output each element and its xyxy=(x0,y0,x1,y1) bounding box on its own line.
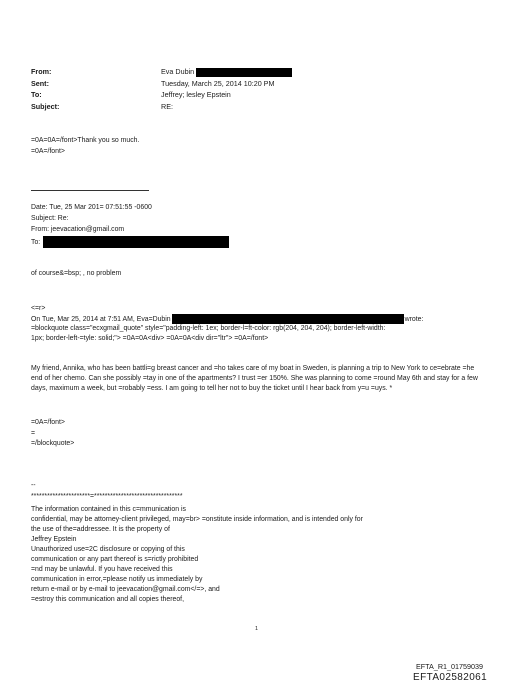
quote-html-line-2: 1px; border-left-=tyle: solid;"> =0A=0A<div> =0A=0A<div dir="ltr"> =0A=/font> xyxy=(31,335,269,342)
document-id-primary: EFTA_R1_01759039 xyxy=(416,662,483,671)
disclaimer-line: communication in error,=please notify us immediately by xyxy=(31,576,203,583)
quote-intro-text: On Tue, Mar 25, 2014 at 7:51 AM, Eva=Dubin xyxy=(31,315,171,323)
subject-value: RE: xyxy=(161,102,173,111)
br-tag-line: <=r> xyxy=(31,305,46,312)
disclaimer-line: =nd may be unlawful. If you have received this xyxy=(31,566,173,573)
font-tag-line: =0A=/font> xyxy=(31,148,65,155)
quote-intro-wrote: wrote: xyxy=(404,315,424,323)
from-label: From: xyxy=(31,67,52,76)
close-eq-line: = xyxy=(31,430,36,437)
disclaimer-line: communication or any part thereof is s=rictly prohibited xyxy=(31,556,199,563)
disclaimer-line: The information contained in this c=mmunication is xyxy=(31,506,186,513)
signature-dash: -- xyxy=(31,482,36,489)
disclaimer-line: return e-mail or by e-mail to jeevacation@gmail.com</=>, and xyxy=(31,586,220,593)
quoted-date-line: Date: Tue, 25 Mar 201= 07:51:55 -0600 xyxy=(31,204,152,211)
disclaimer-line: Unauthorized use=2C disclosure or copying of this xyxy=(31,546,185,553)
disclaimer-line: the use of the=addressee. It is the property of xyxy=(31,526,170,533)
quote-html-line-1: =blockquote class="ecxgmail_quote" style="padding-left: 1ex; border-l=ft-color: rgb(204, 204, 204); border-left-width: xyxy=(31,325,386,332)
to-label: To: xyxy=(31,90,42,99)
sent-value: Tuesday, March 25, 2014 10:20 PM xyxy=(161,79,275,88)
to-value: Jeffrey; lesley Epstein xyxy=(161,90,231,99)
quoted-from-line: From: jeevacation@gmail.com xyxy=(31,226,125,233)
quoted-to-label: To: xyxy=(31,238,41,246)
page-number: 1 xyxy=(255,626,259,632)
from-name: Eva Dubin xyxy=(161,67,195,76)
thanks-line: =0A=0A=/font>Thank you so much. xyxy=(31,137,140,144)
stars-line: **********************=********************************* xyxy=(31,493,183,500)
quoted-subject-line: Subject: Re: xyxy=(31,215,69,222)
subject-label: Subject: xyxy=(31,102,60,111)
redaction-box xyxy=(172,314,404,324)
message-paragraph: My friend, Annika, who has been battli=g breast cancer and =ho takes care of my boat in Sweden, is planning a trip to New York to ce=ebrate =he end of her chemo. Can she possibly =tay in one of the apartments? I trust =er 150%. She was planning to come =round May 6th and stay for a few days, maximum a week, but =robably =ess. I am going to tell her not to buy the ticket until I hear back from y=u =uys. * xyxy=(31,365,478,392)
close-font-line: =0A=/font> xyxy=(31,419,65,426)
quoted-to-line xyxy=(31,236,229,248)
disclaimer-line: =estroy this communication and all copies thereof, xyxy=(31,596,185,603)
separator-rule xyxy=(31,190,149,191)
redaction-box xyxy=(196,68,292,77)
reply-line: of course&=bsp; , no problem xyxy=(31,270,122,277)
sent-label: Sent: xyxy=(31,79,49,88)
from-value xyxy=(161,66,292,77)
disclaimer-line: Jeffrey Epstein xyxy=(31,536,77,543)
document-id-secondary: EFTA02582061 xyxy=(413,672,488,683)
disclaimer-line: confidential, may be attorney-client privileged, may=br> =onstitute inside information, and is intended only for xyxy=(31,516,363,523)
close-blockquote-line: =/blockquote> xyxy=(31,440,75,447)
redaction-box xyxy=(43,236,229,248)
